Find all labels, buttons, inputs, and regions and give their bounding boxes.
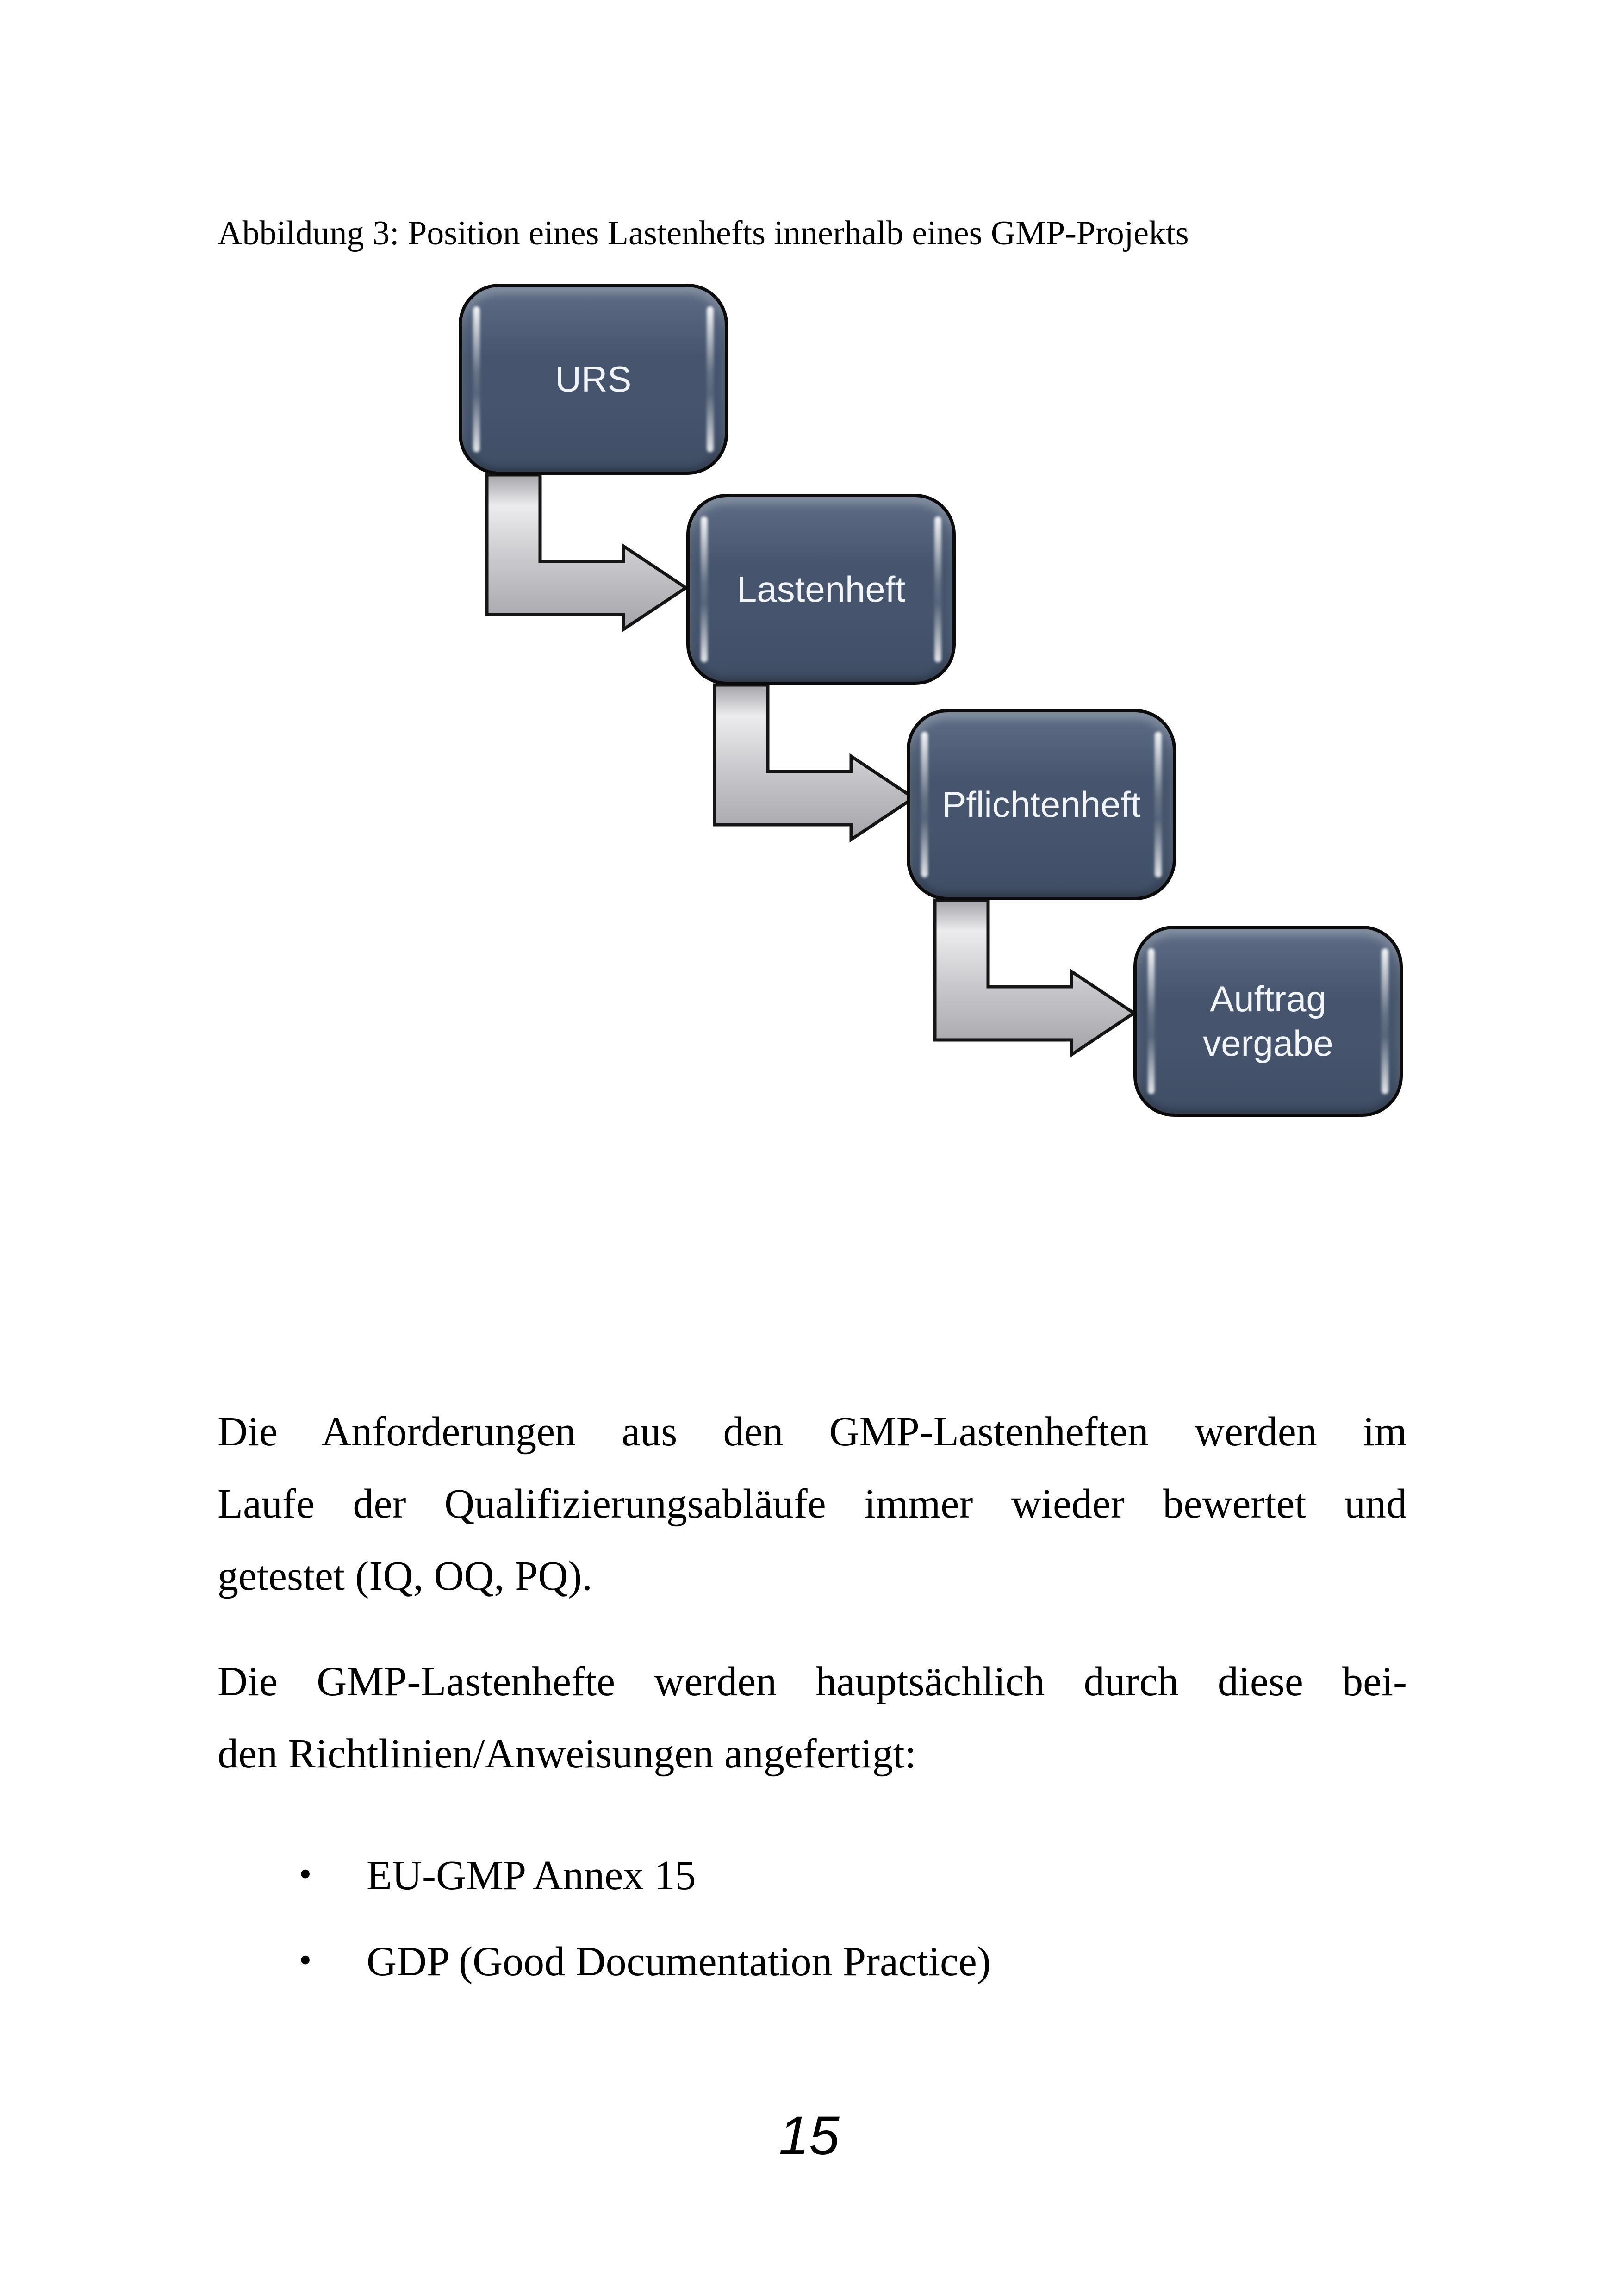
elbow-arrow-icon [487, 475, 686, 629]
list-item [299, 1855, 1410, 1897]
flow-box-label: Pflichtenheft [942, 784, 1141, 825]
paragraph-2 [218, 1646, 1407, 1790]
bullet-list [299, 1855, 1410, 2027]
paragraph-line: getestet (IQ, OQ, PQ). [218, 1553, 592, 1599]
bullet-label: GDP (Good Documentation Practice) [367, 1939, 991, 1985]
page-number: 15 [778, 2105, 840, 2166]
flow-box-urs [459, 284, 728, 475]
flow-box-lastenheft [686, 494, 956, 685]
flow-box-auftragvergabe [1133, 926, 1403, 1117]
bullet-icon: • [299, 1940, 312, 1980]
flow-box-label: Lastenheft [736, 568, 906, 610]
paragraph-line: Die GMP-Lastenhefte werden hauptsächlich durch diese bei- [218, 1659, 1407, 1705]
flow-box-label: URS [555, 358, 632, 399]
elbow-arrow-icon [935, 900, 1134, 1055]
elbow-arrow-icon [715, 685, 914, 840]
figure-caption: Abbildung 3: Position eines Lastenhefts innerhalb eines GMP-Projekts [218, 214, 1189, 252]
paragraph-1 [218, 1396, 1407, 1612]
flow-box-pflichtenheft [907, 709, 1176, 900]
paragraph-line: Die Anforderungen aus den GMP-Lastenheften werden im [218, 1409, 1407, 1455]
bullet-icon: • [299, 1854, 312, 1894]
paragraph-line: den Richtlinien/Anweisungen angefertigt: [218, 1731, 916, 1777]
paragraph-line: Laufe der Qualifizierungsabläufe immer wieder bewertet und [218, 1481, 1407, 1527]
list-item [299, 1941, 1410, 1983]
bullet-label: EU-GMP Annex 15 [367, 1853, 696, 1898]
flow-box-label: Auftrag vergabe [1203, 978, 1333, 1064]
